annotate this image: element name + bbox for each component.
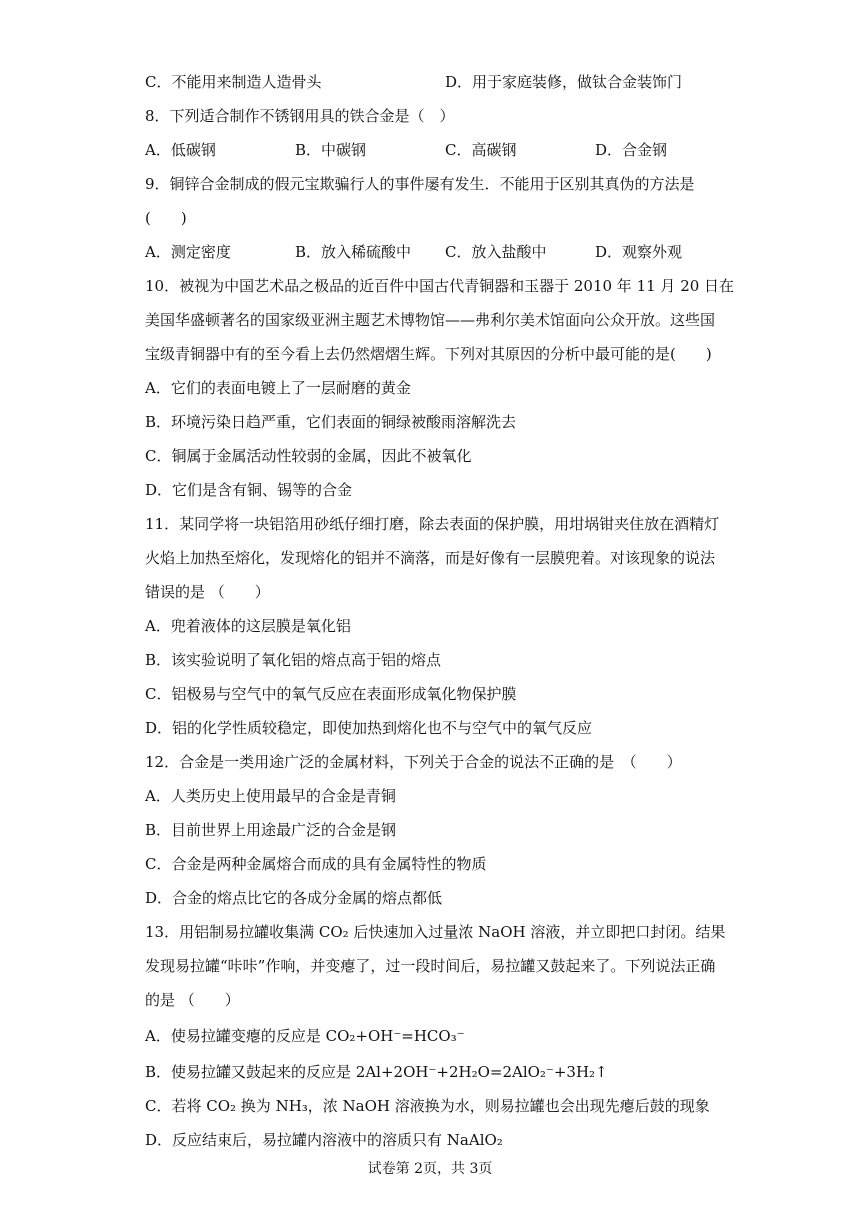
q9-options-cell: B．放入稀硫酸中 [295, 243, 412, 261]
q11-l2: 火焰上加热至熔化，发现熔化的铝并不滴落，而是好像有一层膜兜着。对该现象的说法 [145, 549, 716, 567]
q8-options-cell: B．中碳钢 [295, 141, 367, 159]
q8-options-cell: D．合金钢 [595, 141, 668, 159]
q8-options [145, 140, 705, 160]
q7-row-cd-cell: D．用于家庭装修，做钛合金装饰门 [445, 73, 683, 91]
q13-line-2: 发现易拉罐“咔咔”作响，并变瘪了，过一段时间后，易拉罐又鼓起来了。下列说法正确 [145, 957, 716, 975]
q12-a: A．人类历史上使用最早的合金是青铜 [145, 787, 396, 805]
q10-l1: 10．被视为中国艺术品之极品的近百件中国古代青铜器和玉器于 2010 年 11 月 20 日在 [145, 277, 735, 295]
q8-options-cell: C．高碳钢 [445, 141, 517, 159]
q10-c: C．铜属于金属活动性较弱的金属，因此不被氧化 [145, 447, 472, 465]
q11-b: B．该实验说明了氧化铝的熔点高于铝的熔点 [145, 651, 442, 669]
q13-option-a: A．使易拉罐变瘪的反应是 CO₂+OH⁻=HCO₃⁻ [145, 1027, 465, 1045]
q13-option-d: D．反应结束后，易拉罐内溶液中的溶质只有 NaAlO₂ [145, 1131, 503, 1149]
q9: 9．铜锌合金制成的假元宝欺骗行人的事件屡有发生．不能用于区别其真伪的方法是 [145, 175, 695, 193]
q7-row-cd [145, 72, 705, 92]
q11-d: D．铝的化学性质较稳定，即使加热到熔化也不与空气中的氧气反应 [145, 719, 593, 737]
q10-d: D．它们是含有铜、锡等的合金 [145, 481, 353, 499]
q10-l3: 宝级青铜器中有的至今看上去仍然熠熠生辉。下列对其原因的分析中最可能的是( ) [145, 345, 712, 363]
q9-options-cell: C．放入盐酸中 [445, 243, 547, 261]
q9-options-cell: D．观察外观 [595, 243, 683, 261]
q11-l3: 错误的是 （ ） [145, 583, 270, 601]
q9-options-cell: A．测定密度 [145, 243, 231, 261]
q9-options [145, 242, 705, 262]
q12-d: D．合金的熔点比它的各成分金属的熔点都低 [145, 889, 443, 907]
q8-options-cell: A．低碳钢 [145, 141, 216, 159]
q12: 12．合金是一类用途广泛的金属材料，下列关于合金的说法不正确的是 （ ） [145, 753, 682, 771]
q10-a: A．它们的表面电镀上了一层耐磨的黄金 [145, 379, 411, 397]
q11-l1: 11．某同学将一块铝箔用砂纸仔细打磨，除去表面的保护膜，用坩埚钳夹住放在酒精灯 [145, 515, 720, 533]
q9-paren: ( ) [145, 209, 187, 227]
q8: 8．下列适合制作不锈钢用具的铁合金是（ ） [145, 107, 455, 125]
q12-c: C．合金是两种金属熔合而成的具有金属特性的物质 [145, 855, 487, 873]
q11-c: C．铝极易与空气中的氧气反应在表面形成氧化物保护膜 [145, 685, 517, 703]
q13-option-c: C．若将 CO₂ 换为 NH₃，浓 NaOH 溶液换为水，则易拉罐也会出现先瘪后鼓的现象 [145, 1097, 710, 1115]
q10-b: B．环境污染日趋严重，它们表面的铜绿被酸雨溶解洗去 [145, 413, 517, 431]
q10-l2: 美国华盛顿著名的国家级亚洲主题艺术博物馆——弗利尔美术馆面向公众开放。这些国 [145, 311, 716, 329]
q11-a: A．兜着液体的这层膜是氧化铝 [145, 617, 351, 635]
q13-line-3: 的是 （ ） [145, 991, 240, 1009]
q12-b: B．目前世界上用途最广泛的合金是钢 [145, 821, 397, 839]
q13-line-1: 13．用铝制易拉罐收集满 CO₂ 后快速加入过量浓 NaOH 溶液，并立即把口封闭。结果 [145, 923, 726, 941]
page-footer: 试卷第 2页，共 3页 [367, 1161, 493, 1177]
q13-option-b: B．使易拉罐又鼓起来的反应是 2Al+2OH⁻+2H₂O=2AlO₂⁻+3H₂↑ [145, 1063, 608, 1081]
q7-row-cd-cell: C．不能用来制造人造骨头 [145, 73, 322, 91]
